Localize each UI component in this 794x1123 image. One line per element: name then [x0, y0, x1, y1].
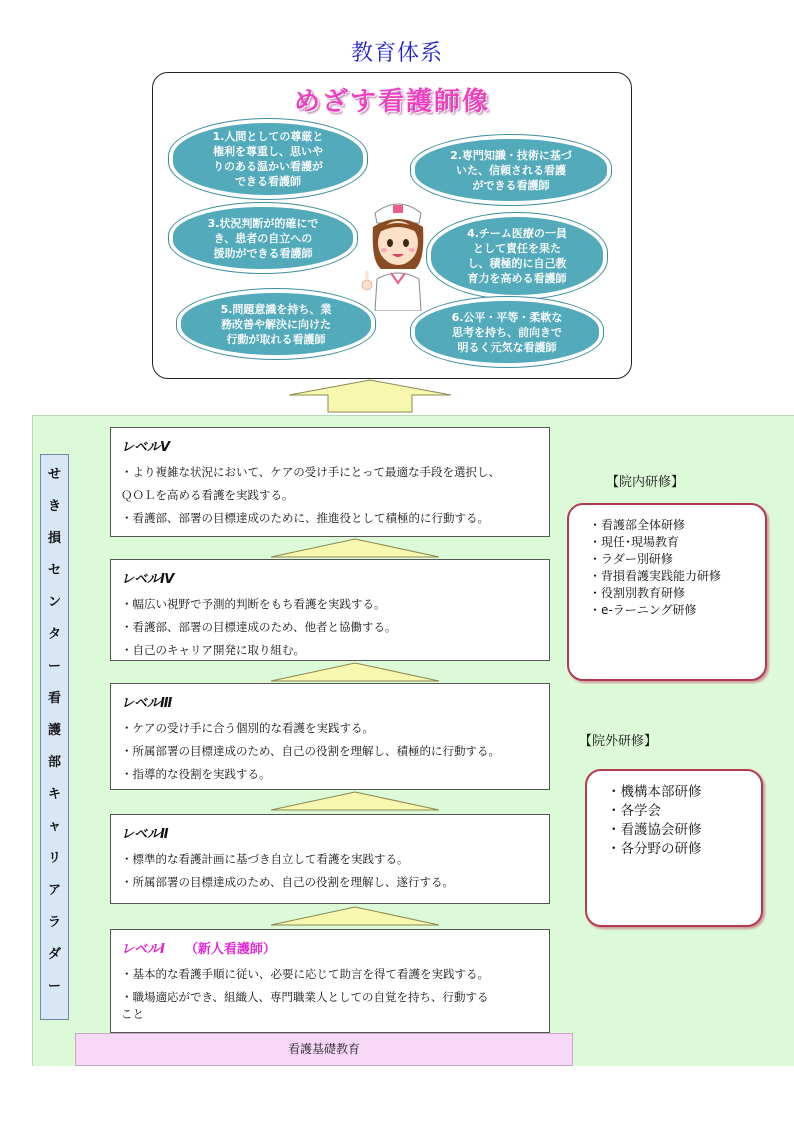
level-4-box: [110, 559, 550, 661]
up-triangle-icon: [270, 538, 440, 558]
vision-title: めざす看護師像: [293, 87, 490, 117]
level-2-box: [110, 814, 550, 904]
level-5-box: [110, 427, 550, 537]
internal-training-item: ・看護部全体研修: [589, 518, 686, 532]
internal-training-item: ・e-ラーニング研修: [589, 603, 697, 617]
goal-cloud-1: 1.人間としての尊厳と 権利を尊重し、思いや りのある温かい看護が できる看護師: [173, 123, 363, 195]
page-title: 教育体系: [350, 41, 443, 66]
level-3-line: ・指導的な役割を実践する。: [121, 767, 271, 781]
new-nurse-tag: （新人看護師）: [184, 942, 276, 957]
external-training-item: ・看護協会研修: [607, 822, 702, 838]
level-1-box: [110, 929, 550, 1033]
level-4-line: ・自己のキャリア開発に取り組む。: [121, 643, 305, 657]
internal-training-item: ・背損看護実践能力研修: [589, 569, 722, 583]
foundation-education-bar: 看護基礎教育: [75, 1033, 573, 1066]
level-4-line: ・看護部、部署の目標達成のため、他者と協働する。: [121, 620, 397, 634]
level-3-box: [110, 683, 550, 790]
level-2-line: ・所属部署の目標達成のため、自己の役割を理解し、遂行する。: [121, 875, 455, 889]
level-3-title: レベルⅢ: [121, 696, 173, 711]
internal-training-item: ・役割別教育研修: [589, 586, 686, 600]
internal-training-item: ・現任･現場教育: [589, 535, 680, 549]
level-1-line: こと: [121, 1007, 144, 1021]
level-5-line: ＱＯＬを高める看護を実践する。: [121, 488, 294, 502]
level-5-line: ・看護部、部署の目標達成のために、推進役として積極的に行動する。: [121, 511, 489, 525]
level-3-line: ・ケアの受け手に合う個別的な看護を実践する。: [121, 721, 374, 735]
level-1-line: ・職場適応ができ、組織人、専門職業人としての自覚を持ち、行動する: [121, 990, 489, 1004]
ladder-title-vertical: せ き 損 セ ン タ ー 看 護 部 キ ャ リ ア ラ ダ ー: [40, 454, 69, 1020]
goal-cloud-5: 5.問題意識を持ち、業 務改善や解決に向けた 行動が取れる看護師: [181, 293, 371, 355]
level-3-line: ・所属部署の目標達成のため、自己の役割を理解し、積極的に行動する。: [121, 744, 501, 758]
goal-cloud-6: 6.公平・平等・柔軟な 思考を持ち、前向きで 明るく元気な看護師: [415, 301, 599, 363]
level-2-line: ・標準的な看護計画に基づき自立して看護を実践する。: [121, 852, 409, 866]
vision-panel: [152, 72, 632, 379]
external-training-item: ・機構本部研修: [607, 784, 702, 800]
external-training-box: [585, 769, 763, 927]
up-triangle-icon: [270, 906, 440, 926]
level-5-title: レベルⅤ: [121, 440, 171, 455]
external-training-item: ・各学会: [607, 803, 661, 819]
goal-cloud-2: 2.専門知識・技術に基づ いた、信頼される看護 ができる看護師: [415, 139, 607, 201]
up-arrow-icon: [288, 379, 452, 413]
up-triangle-icon: [270, 791, 440, 811]
up-triangle-icon: [270, 662, 440, 682]
internal-training-item: ・ラダー別研修: [589, 552, 673, 566]
level-4-title: レベルⅣ: [121, 572, 175, 587]
external-training-label: 【院外研修】: [579, 734, 658, 749]
level-2-title: レベルⅡ: [121, 827, 169, 842]
internal-training-box: [567, 503, 767, 681]
nurse-illustration: [353, 191, 443, 311]
level-4-line: ・幅広い視野で予測的判断をもち看護を実践する。: [121, 597, 386, 611]
internal-training-label: 【院内研修】: [606, 475, 685, 490]
level-1-line: ・基本的な看護手順に従い、必要に応じて助言を得て看護を実践する。: [121, 967, 489, 981]
goal-cloud-4: 4.チーム医療の一員 として責任を果た し、積極的に自己教 育力を高める看護師: [431, 217, 603, 295]
level-1-title: レベルⅠ （新人看護師）: [121, 942, 276, 957]
goal-cloud-3: 3.状況判断が的確にで き、患者の自立への 援助ができる看護師: [173, 207, 353, 269]
level-5-line: ・より複雑な状況において、ケアの受け手にとって最適な手段を選択し、: [121, 465, 501, 479]
external-training-item: ・各分野の研修: [607, 841, 702, 857]
